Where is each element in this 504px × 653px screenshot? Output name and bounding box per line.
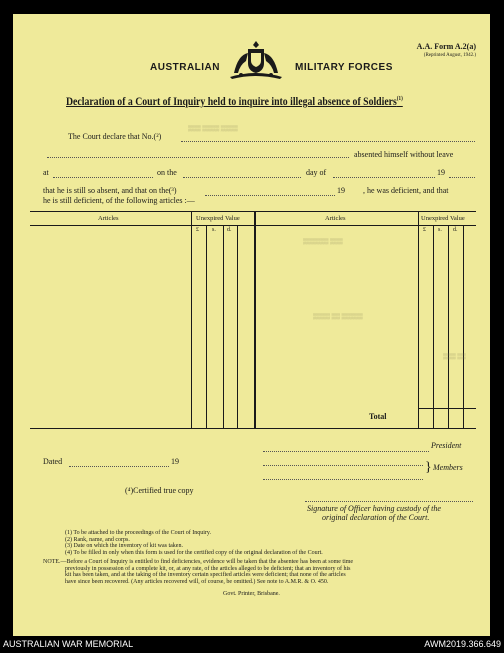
table-col-divider — [191, 211, 192, 428]
table-header-rule — [30, 225, 476, 226]
form-number: A.A. Form A.2(a) — [416, 42, 476, 51]
bleed-through-mark: ▒▒▒ ▒▒ — [443, 354, 466, 360]
currency-pounds: £ — [423, 227, 426, 233]
soldier-field-line-2 — [47, 157, 349, 158]
table-bottom-rule — [30, 428, 476, 429]
caption-institution: AUSTRALIAN WAR MEMORIAL — [3, 639, 134, 649]
officer-signature-label-2: original declaration of the Court. — [322, 513, 430, 522]
currency-pence: d. — [453, 227, 458, 233]
members-label: Members — [433, 463, 463, 472]
note-line-4: have since been recovered. (Any articles recovered will, of course, be omitted.) See note to A.M.R. & O. 450. — [65, 578, 329, 585]
table-center-divider — [254, 211, 256, 428]
certified-copy-label: (⁴)Certified true copy — [125, 486, 194, 495]
court-declare-label: The Court declare that No.(²) — [68, 132, 162, 141]
currency-pence: d. — [227, 227, 232, 233]
note-line-1: NOTE.—Before a Court of Inquiry is entitled to find deficiencies, evidence will be taken that the absentee has been at some time — [43, 559, 354, 565]
year-field-line-1 — [449, 177, 475, 178]
footnote-2: (2) Rank, name, and corps. — [65, 536, 130, 543]
declaration-footnote-ref: (1) — [396, 96, 403, 103]
dated-field-line — [69, 466, 169, 467]
footnote-3: (3) Date on which the inventory of kit was taken. — [65, 543, 183, 550]
bleed-through-mark: ▒▒▒▒▒▒ ▒▒▒ — [303, 239, 343, 245]
footnote-1: (1) To be attached to the proceedings of the Court of Inquiry. — [65, 530, 212, 536]
day-of-label: day of — [306, 168, 327, 177]
president-label: President — [431, 441, 462, 450]
bleed-through-mark: ▒▒▒▒ ▒▒ ▒▒▒▒▒ — [313, 314, 363, 320]
caption-accession: AWM2019.366.649 — [424, 639, 501, 649]
col-header-articles-left: Articles — [98, 215, 119, 222]
dated-year-label: 19 — [171, 457, 179, 466]
year-label-2: 19 — [337, 186, 345, 195]
total-rule — [418, 408, 476, 409]
declaration-title-text: Declaration of a Court of Inquiry held to inquire into illegal absence of Soldiers — [66, 96, 397, 108]
table-col-divider — [418, 211, 419, 428]
date-field-line — [183, 177, 301, 178]
footnote-4: (4) To be filled in only when this form is used for the certified copy of the original declaration of the Court. — [65, 549, 323, 556]
absented-label: absented himself without leave — [354, 150, 454, 159]
total-label: Total — [369, 412, 387, 421]
still-absent-label: that he is still so absent, and that on the(³) — [43, 186, 177, 195]
officer-signature-label-1: Signature of Officer having custody of the — [307, 504, 441, 513]
note-line-3: kit has been taken, and at the taking of the inventory certain specified articles were deficient; that none of the articles — [65, 572, 346, 579]
place-field-line — [53, 177, 153, 178]
table-col-divider — [433, 225, 434, 428]
col-header-unexpired-left: Unexpired Value — [196, 215, 240, 222]
footnotes — [65, 530, 323, 556]
soldier-field-line — [181, 141, 475, 142]
coat-of-arms-icon — [226, 39, 286, 81]
month-field-line — [333, 177, 435, 178]
table-col-divider — [448, 225, 449, 428]
printer-imprint: Govt. Printer, Brisbane. — [223, 591, 280, 597]
table-col-divider — [206, 225, 207, 428]
table-col-divider — [463, 225, 464, 428]
bleed-through-mark: ▒▒▒ ▒▒▒▒ ▒▒▒▒ — [188, 126, 238, 132]
form-revision: (Reprinted August, 1942.) — [423, 53, 476, 58]
member-signature-line — [263, 465, 423, 466]
member-signature-line — [263, 479, 423, 480]
on-the-label: on the — [157, 168, 177, 177]
year-label-1: 19 — [437, 168, 445, 177]
form-number-block — [417, 42, 476, 60]
col-header-articles-right: Articles — [325, 215, 346, 222]
col-header-unexpired-right: Unexpired Value — [421, 215, 465, 222]
title-military-forces: MILITARY FORCES — [295, 62, 393, 73]
title-australian: AUSTRALIAN — [150, 62, 220, 73]
declaration-title — [66, 96, 403, 108]
form-sheet — [13, 14, 490, 636]
officer-signature-line — [305, 501, 473, 502]
currency-pounds: £ — [196, 227, 199, 233]
still-deficient-label: he is still deficient, of the following articles :— — [43, 196, 195, 205]
note-line-2: previously in possession of a complete kit, or, at any rate, of the articles alleged to be deficient; that an inventory of his — [65, 565, 351, 572]
currency-shillings: s. — [212, 227, 216, 233]
note-block — [43, 559, 353, 585]
table-col-divider — [237, 225, 238, 428]
dated-label: Dated — [43, 457, 63, 466]
currency-shillings: s. — [438, 227, 442, 233]
deficient-label: , he was deficient, and that — [363, 186, 449, 195]
president-signature-line — [263, 451, 429, 452]
members-brace: } — [425, 460, 432, 475]
inventory-date-line — [205, 195, 335, 196]
at-label: at — [43, 168, 49, 177]
table-top-rule — [30, 211, 476, 212]
table-col-divider — [223, 225, 224, 428]
